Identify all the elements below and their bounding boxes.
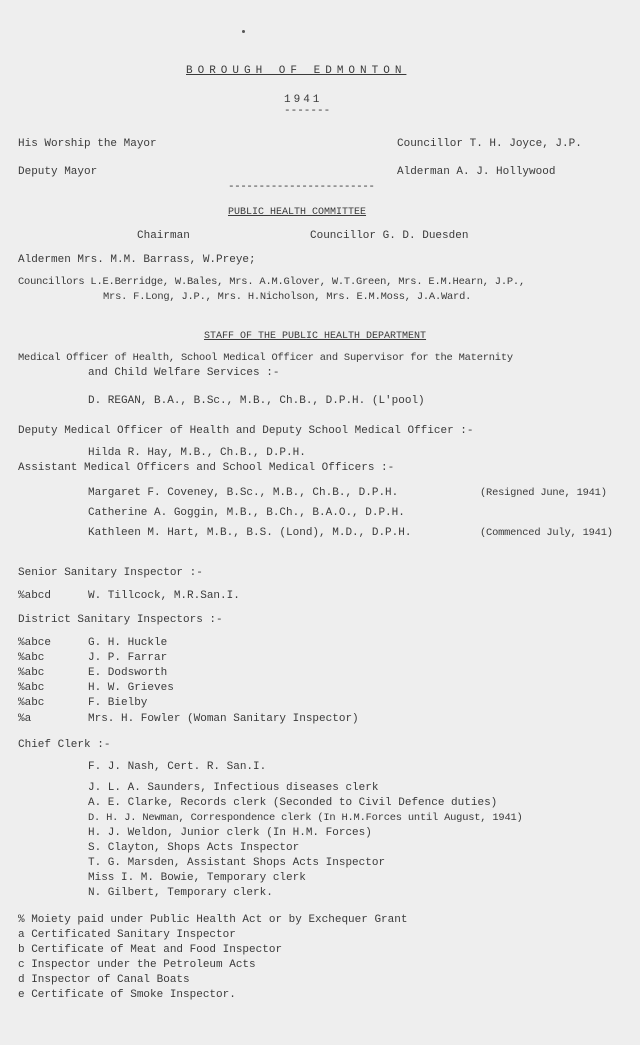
inspector-name: F. Bielby [88, 697, 148, 709]
inspector-mark: %abc [18, 652, 45, 664]
year: 1941 [284, 94, 323, 106]
staff-heading: STAFF OF THE PUBLIC HEALTH DEPARTMENT [204, 331, 427, 342]
inspector-name: Mrs. H. Fowler (Woman Sanitary Inspector) [88, 713, 359, 725]
moh-line-1: Medical Officer of Health, School Medical Officer and Supervisor for the Maternity [18, 352, 513, 364]
clerk-entry: Miss I. M. Bowie, Temporary clerk [88, 872, 306, 884]
chief-clerk-name: F. J. Nash, Cert. R. San.I. [88, 761, 267, 773]
mayor-label: His Worship the Mayor [18, 138, 157, 150]
inspector-name: G. H. Huckle [88, 637, 168, 649]
deputy-moh-label: Deputy Medical Officer of Health and Deputy School Medical Officer :- [18, 425, 474, 437]
inspector-mark: %abc [18, 682, 45, 694]
inspector-mark: %abc [18, 697, 45, 709]
speck-mark [242, 30, 245, 33]
footnote: b Certificate of Meat and Food Inspector [18, 944, 283, 956]
assistant-name: Margaret F. Coveney, B.Sc., M.B., Ch.B., D.P.H. [88, 487, 399, 499]
aldermen-line: Aldermen Mrs. M.M. Barrass, W.Preye; [18, 254, 256, 266]
councillors-line-1: Councillors L.E.Berridge, W.Bales, Mrs. A.M.Glover, W.T.Green, Mrs. E.M.Hearn, J.P., [18, 276, 525, 288]
assistant-name: Kathleen M. Hart, M.B., B.S. (Lond), M.D., D.P.H. [88, 527, 412, 539]
assistant-label: Assistant Medical Officers and School Medical Officers :- [18, 462, 395, 474]
inspector-name: H. W. Grieves [88, 682, 174, 694]
chairman-name: Councillor G. D. Duesden [310, 230, 469, 242]
section-divider: ------------------------ [228, 181, 375, 193]
inspector-name: E. Dodsworth [88, 667, 168, 679]
year-rule: ------- [284, 105, 331, 117]
councillors-line-2: Mrs. F.Long, J.P., Mrs. H.Nicholson, Mrs. E.M.Moss, J.A.Ward. [103, 291, 472, 303]
footnote: d Inspector of Canal Boats [18, 974, 190, 986]
chief-clerk-label: Chief Clerk :- [18, 739, 111, 751]
assistant-name: Catherine A. Goggin, M.B., B.Ch., B.A.O., D.P.H. [88, 507, 405, 519]
deputy-moh-name: Hilda R. Hay, M.B., Ch.B., D.P.H. [88, 447, 306, 459]
clerk-entry: T. G. Marsden, Assistant Shops Acts Inspector [88, 857, 386, 869]
clerk-entry: D. H. J. Newman, Correspondence clerk (In H.M.Forces until August, 1941) [88, 812, 523, 824]
inspector-name: J. P. Farrar [88, 652, 168, 664]
inspector-mark: %abce [18, 637, 52, 649]
page-title: BOROUGH OF EDMONTON [186, 65, 407, 77]
moh-name: D. REGAN, B.A., B.Sc., M.B., Ch.B., D.P.H. (L'pool) [88, 395, 425, 407]
clerk-entry: J. L. A. Saunders, Infectious diseases clerk [88, 782, 379, 794]
inspector-mark: %abc [18, 667, 45, 679]
senior-inspector-label: Senior Sanitary Inspector :- [18, 567, 203, 579]
mayor-name: Councillor T. H. Joyce, J.P. [397, 138, 582, 150]
senior-inspector-mark: %abcd [18, 590, 52, 602]
clerk-entry: H. J. Weldon, Junior clerk (In H.M. Forces) [88, 827, 372, 839]
district-inspectors-label: District Sanitary Inspectors :- [18, 614, 223, 626]
inspector-mark: %a [18, 713, 32, 725]
footnote: % Moiety paid under Public Health Act or by Exchequer Grant [18, 914, 408, 926]
footnote: c Inspector under the Petroleum Acts [18, 959, 256, 971]
moh-line-2: and Child Welfare Services :- [88, 367, 280, 379]
clerk-entry: N. Gilbert, Temporary clerk. [88, 887, 273, 899]
deputy-mayor-label: Deputy Mayor [18, 166, 98, 178]
footnote: a Certificated Sanitary Inspector [18, 929, 236, 941]
footnote: e Certificate of Smoke Inspector. [18, 989, 236, 1001]
clerk-entry: A. E. Clarke, Records clerk (Seconded to Civil Defence duties) [88, 797, 498, 809]
clerk-entry: S. Clayton, Shops Acts Inspector [88, 842, 300, 854]
senior-inspector-name: W. Tillcock, M.R.San.I. [88, 590, 240, 602]
chairman-label: Chairman [137, 230, 190, 242]
committee-heading: PUBLIC HEALTH COMMITTEE [228, 207, 367, 218]
deputy-mayor-name: Alderman A. J. Hollywood [397, 166, 556, 178]
assistant-note: (Commenced July, 1941) [480, 527, 613, 539]
assistant-note: (Resigned June, 1941) [480, 487, 607, 499]
